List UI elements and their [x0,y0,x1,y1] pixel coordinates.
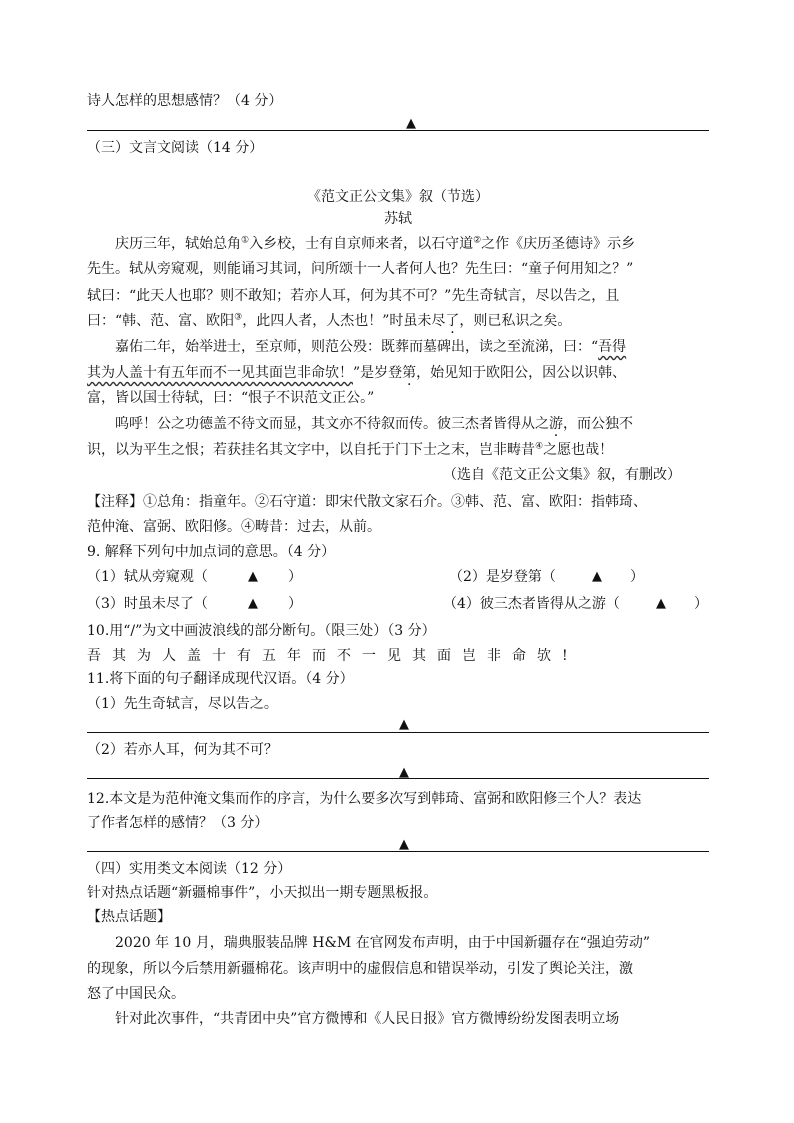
paragraph-1-line-4: 曰：“韩、范、富、欧阳③，此四人者，人杰也！”时虽未尽了，则已私识之矣。 [87,312,572,329]
article-author: 苏轼 [384,211,412,227]
section-4-paragraph-2-line-1: 针对此次事件，“共青团中央”官方微博和《人民日报》官方微博纷纷发图表明立场 [115,1011,620,1027]
question-9-item-4-close: ） [694,596,708,612]
paragraph-1-line-3: 轼曰：“此天人也耶？则不敢知；若亦人耳，何为其不可？”先生奇轼言，尽以告之，且 [87,288,620,304]
answer-marker-triangle: ▲ [406,116,416,131]
article-source: （选自《范文正公文集》叙，有删改） [443,467,681,483]
dotted-word-di: 第 [402,365,417,381]
wavy-underlined-text: 吾得 [598,339,627,355]
question-9-item-2: （2）是岁登第（ [449,569,556,585]
paragraph-2-line-2: 其为人盖十有五年而不一见其面岂非命欤！”是岁登第，始见知于欧阳公，因公以识韩、 [87,365,627,381]
notes-line-2: 范仲淹、富弼、欧阳修。④畴昔：过去，从前。 [87,519,381,535]
answer-line [87,778,709,779]
paragraph-3-line-2: 识，以为平生之恨；若获挂名其文字中，以自托于门下士之末，岂非畴昔④之愿也哉！ [87,441,614,458]
answer-line [87,732,709,733]
dotted-word-you: 游 [549,416,563,432]
question-9-item-4: （4）彼三杰者皆得从之游（ [443,596,620,612]
answer-line [87,130,709,131]
question-11-sentence-1: （1）先生奇轼言，尽以告之。 [87,696,278,712]
answer-marker-triangle: ▲ [399,837,409,852]
answer-marker-triangle: ▲ [399,717,409,732]
question-12-line-1: 12.本文是为范仲淹文集而作的序言，为什么要多次写到韩琦、富弼和欧阳修三个人？表达 [87,791,642,807]
answer-marker-triangle: ▲ [399,765,409,780]
section-heading-practical-text: （四）实用类文本阅读（12 分） [87,861,292,877]
question-9-item-1: （1）轼从旁窥观（ [87,569,208,585]
section-4-paragraph-1-line-3: 怒了中国民众。 [87,986,185,1002]
question-11-stem: 11.将下面的句子翻译成现代汉语。（4 分） [87,671,354,687]
question-9-item-3-close: ） [288,596,302,612]
paragraph-1-line-2: 先生。轼从旁窥观，则能诵习其词，问所颂十一人者何人也？先生曰：“童子何用知之？” [87,261,634,277]
answer-marker-triangle: ▲ [656,596,666,611]
wavy-underlined-text: 其为人盖十有五年而不一见其面岂非命欤！ [87,365,353,381]
question-12-line-2: 了作者怎样的感情？（3 分） [87,815,269,831]
dotted-word-liao: 了 [445,313,460,329]
question-9-item-1-close: ） [288,569,302,585]
article-title: 《范文正公文集》叙（节选） [307,189,489,205]
question-9-stem: 9. 解释下列句中加点词的意思。（4 分） [87,544,336,560]
answer-marker-triangle: ▲ [592,569,602,584]
paragraph-1-line-1: 庆历三年，轼始总角①入乡校，士有自京师来者，以石守道②之作《庆历圣德诗》示乡 [115,235,636,252]
section-4-paragraph-1-line-2: 的现象，所以今后禁用新疆棉花。该声明中的虚假信息和错误举动，引发了舆论关注，激 [87,961,633,977]
section-4-paragraph-1-line-1: 2020 年 10 月，瑞典服装品牌 H&M 在官网发布声明，由于中国新疆存在“强迫劳动” [115,935,651,951]
note-ref-2: ② [473,235,482,246]
section-heading-classical-chinese: （三）文言文阅读（14 分） [87,140,264,156]
answer-marker-triangle: ▲ [248,596,258,611]
note-ref-3: ③ [234,312,243,323]
answer-marker-triangle: ▲ [248,569,258,584]
question-9-item-2-close: ） [630,569,644,585]
question-9-item-3: （3）时虽未尽了（ [87,596,208,612]
section-4-intro: 针对热点话题“新疆棉事件”，小天拟出一期专题黑板报。 [87,885,438,901]
previous-question-text: 诗人怎样的思想感情？（4 分） [87,93,283,109]
question-10-sentence: 吾其为人盖十有五年而不一见其面岂非命欤! [87,648,579,664]
answer-line [87,851,709,852]
notes-line-1: 【注释】①总角：指童年。②石守道：即宋代散文家石介。③韩、范、富、欧阳：指韩琦、 [87,494,647,510]
question-10-stem: 10.用“/”为文中画波浪线的部分断句。（限三处）（3 分） [87,623,436,639]
paragraph-3-line-1: 呜呼！公之功德盖不待文而显，其文亦不待叙而传。彼三杰者皆得从之游，而公独不 [115,416,633,432]
question-11-sentence-2: （2）若亦人耳，何为其不可？ [87,742,278,758]
note-ref-4: ④ [535,441,544,452]
note-ref-1: ① [241,235,250,246]
paragraph-2-line-3: 富，皆以国士待轼，曰：“恨子不识范文正公。” [87,390,375,406]
hot-topic-label: 【热点话题】 [87,909,171,925]
paragraph-2-line-1: 嘉佑二年，始举进士，至京师，则范公殁：既葬而墓碑出，读之至流涕，曰：“吾得 [115,339,627,355]
